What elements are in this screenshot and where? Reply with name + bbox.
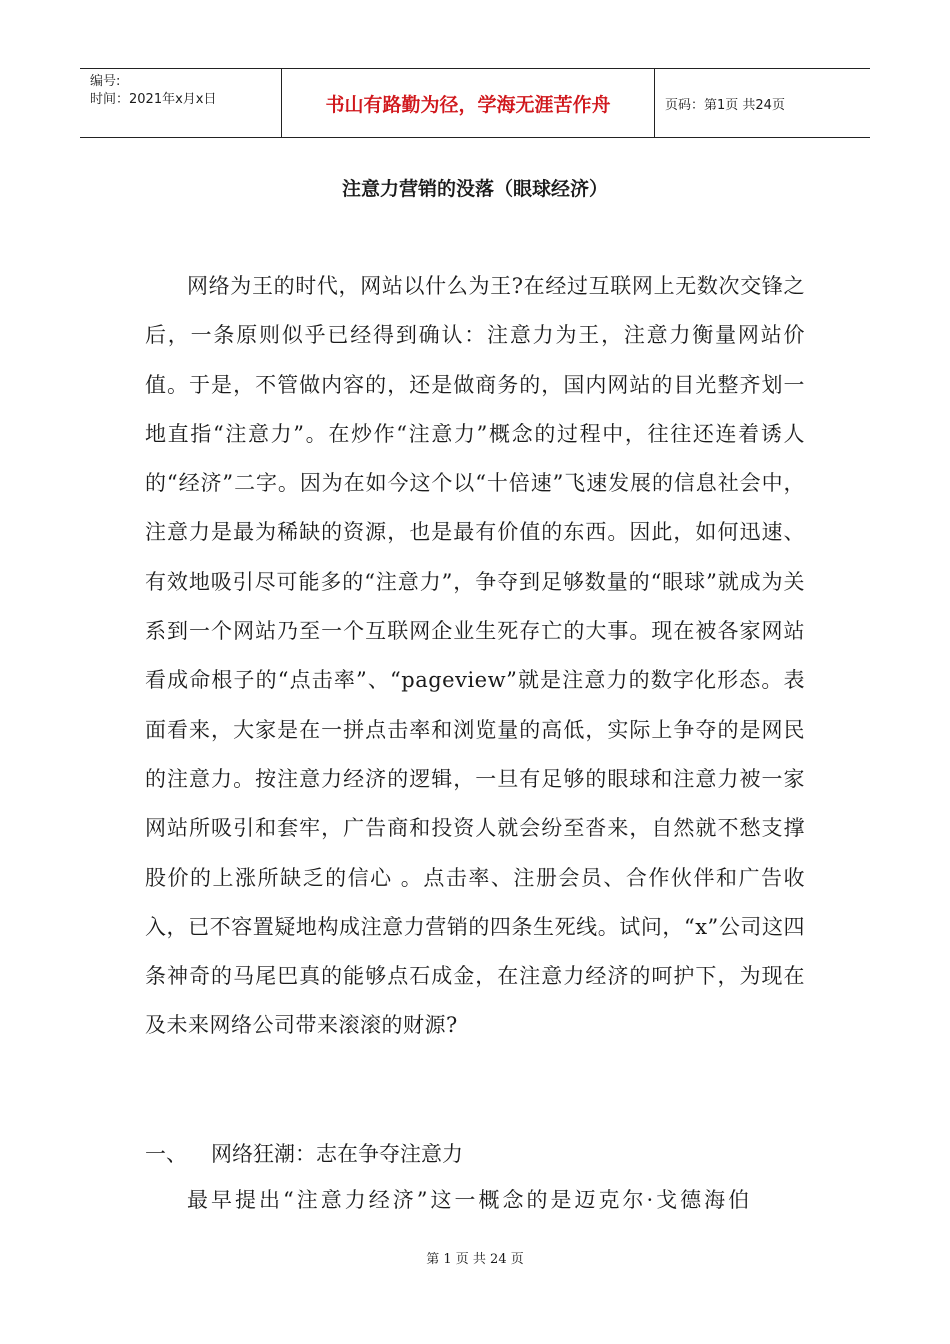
- page-footer: 第 1 页 共 24 页: [426, 1252, 524, 1267]
- document-date: 时间：2021年x月x日: [90, 92, 217, 107]
- section-title: 网络狂潮：志在争夺注意力: [211, 1142, 463, 1166]
- document-title: 注意力营销的没落（眼球经济）: [341, 178, 608, 200]
- header-page-info: 页码：第1页 共24页: [665, 97, 785, 113]
- section-number: 一、: [145, 1142, 187, 1166]
- page-header: [80, 68, 870, 138]
- section-heading-1: [145, 1138, 463, 1170]
- body-paragraph-1: 网络为王的时代，网站以什么为王?在经过互联网上无数次交锋之后，一条原则似乎已经得到确认：注意力为王，注意力衡量网站价值。于是，不管做内容的，还是做商务的，国内网站的目光整齐划一地直指“注意力”。在炒作“注意力”概念的过程中，往往还连着诱人的“经济”二字。因为在如今这个以“十倍速”飞速发展的信息社会中，注意力是最为稀缺的资源，也是最有价值的东西。因此，如何迅速、有效地吸引尽可能多的“注意力”，争夺到足够数量的“眼球”就成为关系到一个网站乃至一个互联网企业生死存亡的大事。现在被各家网站看成命根子的“点击率”、“pageview”就是注意力的数字化形态。表面看来，大家是在一拼点击率和浏览量的高低，实际上争夺的是网民的注意力。按注意力经济的逻辑，一旦有足够的眼球和注意力被一家网站所吸引和套牢，广告商和投资人就会纷至沓来，自然就不愁支撑股价的上涨所缺乏的信心 。点击率、注册会员、合作伙伴和广告收入，已不容置疑地构成注意力营销的四条生死线。试问，“x”公司这四条神奇的马尾巴真的能够点石成金，在注意力经济的呵护下，为现在及未来网络公司带来滚滚的财源?: [145, 274, 805, 1038]
- header-motto: 书山有路勤为径，学海无涯苦作舟: [282, 69, 655, 137]
- body-paragraph-2: 最早提出“注意力经济”这一概念的是迈克尔·戈德海伯: [187, 1188, 753, 1212]
- header-meta: [80, 69, 282, 137]
- document-number-label: 编号:: [90, 74, 121, 89]
